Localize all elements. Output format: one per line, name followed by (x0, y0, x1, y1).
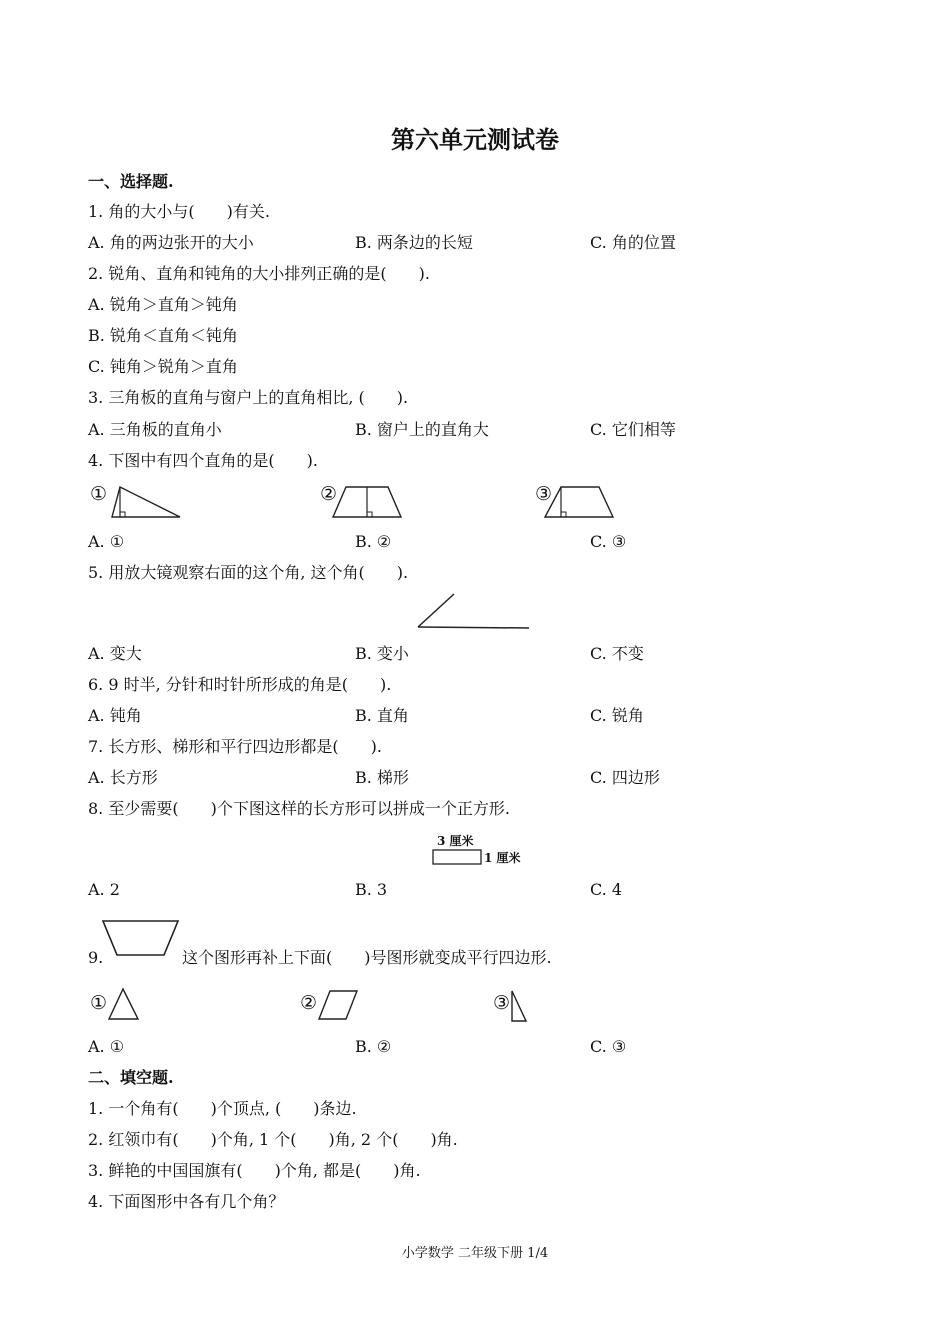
fill-question-4: 4. 下面图形中各有几个角？ (88, 1192, 285, 1211)
page-title: 第六单元测试卷 (391, 125, 559, 154)
acute-angle-figure (414, 590, 534, 632)
q9-figure-2-label: ② (300, 992, 318, 1014)
q2-option-c: C. 钝角＞锐角＞直角 (88, 357, 238, 376)
q8-option-a: A. 2 (88, 880, 120, 899)
rect-length-label: 3 厘米 (437, 834, 474, 848)
q1-option-c: C. 角的位置 (590, 233, 676, 252)
q6-option-a: A. 钝角 (88, 706, 142, 725)
q5-option-b: B. 变小 (355, 644, 409, 663)
rectangle-figure (432, 849, 484, 867)
q6-option-b: B. 直角 (355, 706, 409, 725)
question-4: 4. 下图中有四个直角的是( ). (88, 451, 318, 470)
trapezoid-figure (100, 918, 182, 958)
triangle-figure (106, 986, 142, 1022)
fill-question-2: 2. 红领巾有( )个角, 1 个( )角, 2 个( )角. (88, 1130, 458, 1149)
question-9-number: 9. (88, 948, 104, 967)
q3-option-c: C. 它们相等 (590, 420, 676, 439)
right-triangle-figure (108, 484, 184, 520)
parallelogram-figure (316, 988, 360, 1022)
q7-option-a: A. 长方形 (88, 768, 158, 787)
question-8: 8. 至少需要( )个下图这样的长方形可以拼成一个正方形. (88, 799, 510, 818)
q1-option-b: B. 两条边的长短 (355, 233, 473, 252)
rect-width-label: 1 厘米 (484, 851, 521, 865)
question-6: 6. 9 时半, 分针和时针所形成的角是( ). (88, 675, 392, 694)
fill-question-3: 3. 鲜艳的中国国旗有( )个角, 都是( )角. (88, 1161, 421, 1180)
q8-option-c: C. 4 (590, 880, 623, 899)
q4-figure-3-label: ③ (535, 483, 553, 505)
question-3: 3. 三角板的直角与窗户上的直角相比, ( ). (88, 388, 409, 407)
q4-option-a: A. ① (88, 532, 125, 551)
q4-option-b: B. ② (355, 532, 392, 551)
q4-figure-2-label: ② (320, 483, 338, 505)
q4-figure-1-label: ① (90, 483, 108, 505)
q9-figure-3-label: ③ (493, 992, 511, 1014)
question-1: 1. 角的大小与( )有关. (88, 202, 270, 221)
q9-figure-1-label: ① (90, 992, 108, 1014)
trapezoid-height-figure (541, 484, 617, 520)
question-2: 2. 锐角、直角和钝角的大小排列正确的是( ). (88, 264, 430, 283)
q9-option-b: B. ② (355, 1037, 392, 1056)
page-footer: 小学数学 二年级下册 1/4 (401, 1246, 549, 1261)
trapezoid-split-figure (330, 484, 406, 520)
q5-option-a: A. 变大 (88, 644, 142, 663)
q5-option-c: C. 不变 (590, 644, 644, 663)
q7-option-b: B. 梯形 (355, 768, 409, 787)
question-5: 5. 用放大镜观察右面的这个角, 这个角( ). (88, 563, 409, 582)
q7-option-c: C. 四边形 (590, 768, 660, 787)
q6-option-c: C. 锐角 (590, 706, 644, 725)
question-7: 7. 长方形、梯形和平行四边形都是( ). (88, 737, 382, 756)
section-heading-fill: 二、填空题. (88, 1068, 174, 1087)
q1-option-a: A. 角的两边张开的大小 (88, 233, 254, 252)
question-9: 这个图形再补上下面( )号图形就变成平行四边形. (182, 948, 552, 967)
fill-question-1: 1. 一个角有( )个顶点, ( )条边. (88, 1099, 357, 1118)
q2-option-a: A. 锐角＞直角＞钝角 (88, 295, 238, 314)
q3-option-a: A. 三角板的直角小 (88, 420, 222, 439)
q3-option-b: B. 窗户上的直角大 (355, 420, 489, 439)
q9-option-a: A. ① (88, 1037, 125, 1056)
q4-option-c: C. ③ (590, 532, 627, 551)
q2-option-b: B. 锐角＜直角＜钝角 (88, 326, 238, 345)
q8-option-b: B. 3 (355, 880, 388, 899)
q9-option-c: C. ③ (590, 1037, 627, 1056)
section-heading-choice: 一、选择题. (88, 172, 174, 191)
right-triangle-small-figure (508, 988, 530, 1024)
